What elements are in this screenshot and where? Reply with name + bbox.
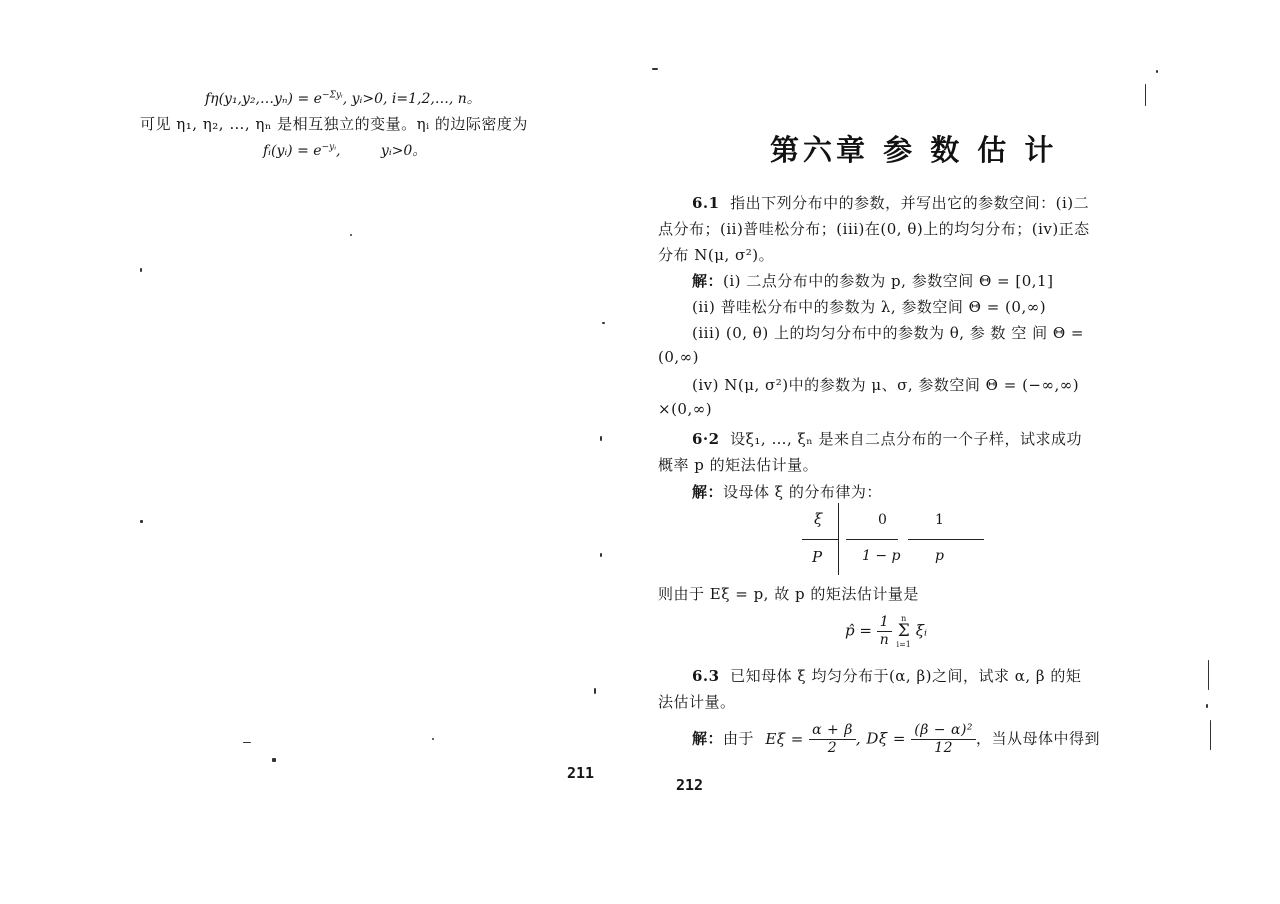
scan-speck	[600, 436, 602, 441]
estimator-fraction-numerator: 1	[877, 614, 892, 632]
problem-6-3-line-1	[692, 665, 1081, 686]
scan-speck	[600, 553, 602, 557]
estimator-lhs: p̂ =	[845, 621, 872, 640]
scan-speck	[140, 520, 143, 523]
expectation-denominator: 2	[827, 740, 838, 756]
page-number-right: 212	[676, 776, 704, 794]
problem-6-1-number: 6.1	[692, 194, 720, 212]
problem-6-1-line-3: 分布 N(μ, σ²)。	[658, 246, 775, 264]
problem-6-2-line-2: 概率 p 的矩法估计量。	[658, 456, 819, 474]
table-vertical-rule	[838, 503, 839, 575]
problem-6-2-line-1	[692, 428, 1082, 449]
problem-6-3-number: 6.3	[692, 667, 720, 685]
problem-6-1-line-2: 点分布；(ii)普哇松分布；(iii)在(0, θ)上的均匀分布；(iv)正态	[658, 220, 1090, 238]
joint-density-formula	[205, 88, 481, 108]
problem-6-2-text-1: 设ξ₁, …, ξₙ 是来自二点分布的一个子样，试求成功	[730, 430, 1083, 448]
solution-6-1-i	[692, 270, 1053, 291]
expectation-lhs: Eξ =	[765, 729, 804, 748]
variance-lhs: , Dξ =	[855, 729, 907, 748]
table-head-xi: ξ	[814, 510, 823, 528]
table-rule-col-0	[846, 539, 898, 540]
joint-density-lhs: fη(y₁,y₂,…yₙ) = e	[205, 91, 322, 107]
scan-edge-mark	[1210, 720, 1211, 750]
solution-6-3-suffix: ，当从母体中得到	[976, 729, 1101, 748]
estimator-fraction	[877, 614, 892, 649]
scan-edge-mark	[1208, 660, 1209, 690]
estimator-term: ξᵢ	[915, 621, 927, 640]
scan-speck	[1156, 70, 1158, 73]
scan-speck	[652, 68, 658, 70]
problem-6-1-line-1	[692, 192, 1089, 213]
solution-6-2-text-1: 设母体 ξ 的分布律为：	[723, 483, 882, 501]
solution-6-1-iii-line-2: (0,∞)	[658, 348, 700, 366]
marginal-density-condition: yᵢ>0。	[380, 143, 427, 159]
table-prob-0: 1 − p	[862, 548, 901, 564]
problem-6-3-text-1: 已知母体 ξ 均匀分布于(α, β)之间，试求 α, β 的矩	[730, 667, 1082, 685]
table-prob-1: p	[935, 548, 944, 564]
sum-lower-limit: i=1	[896, 640, 911, 649]
variance-numerator: (β − α)²	[911, 722, 976, 740]
solution-label: 解：	[692, 272, 724, 290]
solution-6-3-prefix: 由于	[723, 729, 755, 748]
joint-density-exponent: −Σyᵢ	[321, 90, 343, 101]
marginal-density-comma: ,	[336, 143, 341, 159]
scan-speck	[594, 688, 596, 694]
solution-6-1-iv-line-2: ×(0,∞)	[658, 400, 713, 418]
marginal-density-exponent: −yᵢ	[321, 142, 337, 153]
sum-symbol: Σ	[897, 621, 910, 641]
solution-6-1-ii: (ii) 普哇松分布中的参数为 λ, 参数空间 Θ = (0,∞)	[692, 298, 1047, 316]
problem-6-1-text-1: 指出下列分布中的参数，并写出它的参数空间：(i)二	[730, 194, 1090, 212]
solution-6-3-line-1	[692, 722, 1100, 757]
joint-density-rhs: , yᵢ>0, i=1,2,…, n。	[342, 91, 481, 107]
estimator-formula	[845, 614, 927, 649]
solution-6-1-i-text: (i) 二点分布中的参数为 p, 参数空间 Θ = [0,1]	[723, 272, 1054, 290]
table-head-p: P	[812, 548, 823, 566]
marginal-density-lhs: fᵢ(yᵢ) = e	[263, 143, 322, 159]
expectation-numerator: α + β	[809, 722, 856, 740]
scan-speck	[350, 234, 352, 236]
table-value-0: 0	[878, 512, 887, 528]
expectation-fraction	[809, 722, 856, 757]
right-page	[640, 0, 1280, 904]
solution-6-2-line-2: 则由于 Eξ = p, 故 p 的矩法估计量是	[658, 585, 919, 603]
independence-sentence: 可见 η₁, η₂, …, ηₙ 是相互独立的变量。ηᵢ 的边际密度为	[140, 115, 528, 133]
scan-speck	[243, 742, 251, 743]
problem-6-3-line-2: 法估计量。	[658, 693, 736, 711]
variance-fraction	[911, 722, 976, 757]
scan-speck	[1206, 704, 1208, 708]
marginal-density-formula	[263, 140, 426, 160]
solution-label: 解：	[692, 729, 724, 748]
solution-6-1-iv-line-1: (iv) N(μ, σ²)中的参数为 μ、σ, 参数空间 Θ = (−∞,∞)	[692, 376, 1080, 394]
scan-speck	[140, 268, 142, 272]
table-rule-col-1	[908, 539, 984, 540]
estimator-fraction-denominator: n	[879, 632, 889, 648]
solution-6-2-line-1	[692, 481, 882, 502]
table-rule-head	[802, 539, 838, 540]
variance-denominator: 12	[934, 740, 954, 756]
page-number-left: 211	[567, 764, 595, 782]
problem-6-2-number: 6·2	[692, 430, 720, 448]
sum-symbol-block	[897, 614, 911, 649]
solution-6-1-iii-line-1: (iii) (0, θ) 上的均匀分布中的参数为 θ, 参 数 空 间 Θ =	[692, 324, 1084, 342]
scan-speck	[602, 322, 605, 324]
scan-edge-mark	[1145, 84, 1146, 106]
solution-label: 解：	[692, 483, 724, 501]
sum-upper-limit: n	[901, 614, 907, 623]
scan-speck	[432, 738, 434, 740]
chapter-title: 第六章 参 数 估 计	[770, 133, 1058, 167]
scan-speck	[272, 758, 276, 762]
table-value-1: 1	[935, 512, 944, 528]
